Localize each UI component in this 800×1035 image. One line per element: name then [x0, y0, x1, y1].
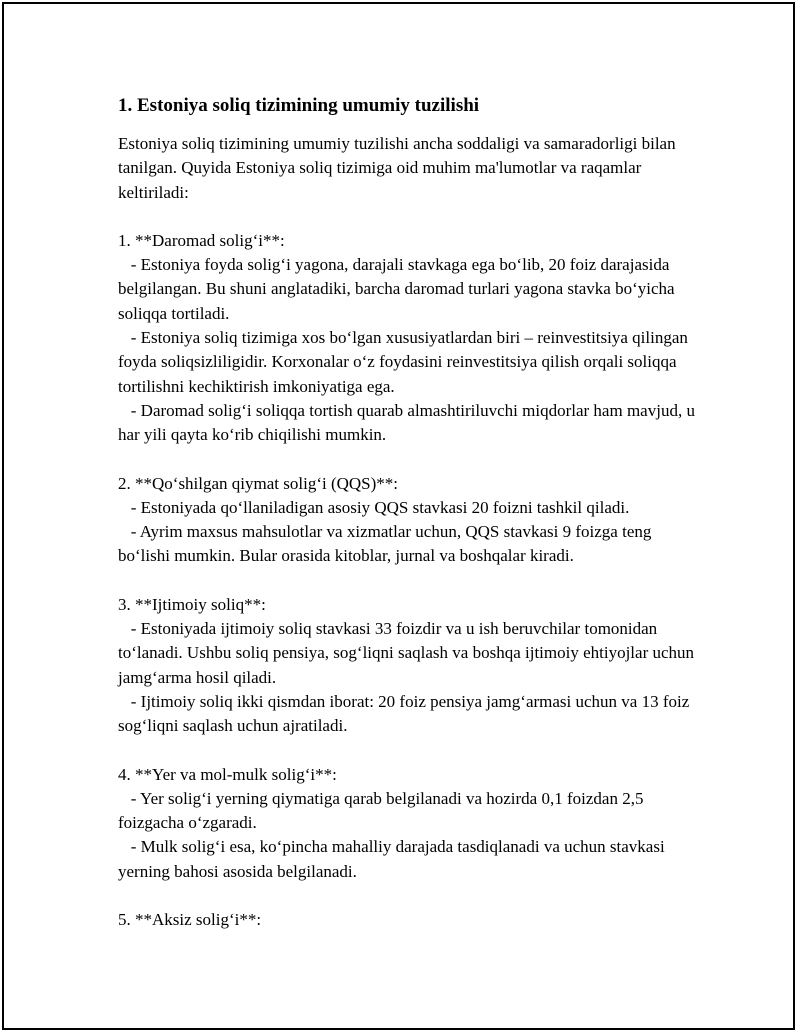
section-heading: 3. **Ijtimoiy soliq**: [118, 594, 266, 614]
section-item: - Ijtimoiy soliq ikki qismdan iborat: 20 foiz pensiya jamg‘armasi uchun va 13 foiz sog‘liqni saqlash uchun ajratiladi. [118, 691, 694, 736]
section-heading: 2. **Qo‘shilgan qiymat solig‘i (QQS)**: [118, 473, 399, 493]
section-vat [118, 472, 698, 569]
section-item: - Estoniya foyda solig‘i yagona, darajali stavkaga ega bo‘lib, 20 foiz darajasida belgilangan. Bu shuni anglatadiki, barcha daromad turlari yagona stavka bo‘yicha soliqqa tortiladi. [118, 255, 679, 323]
document-body [118, 93, 698, 932]
section-heading: 4. **Yer va mol-mulk solig‘i**: [118, 764, 337, 784]
section-item: - Daromad solig‘i soliqqa tortish quarab almashtiriluvchi miqdorlar ham mavjud, u har yili qayta ko‘rib chiqilishi mumkin. [118, 400, 700, 445]
section-item: - Mulk solig‘i esa, ko‘pincha mahalliy darajada tasdiqlanadi va uchun stavkasi yerning bahosi asosida belgilanadi. [118, 837, 669, 881]
section-heading: 1. **Daromad solig‘i**: [118, 230, 285, 250]
section-item: - Yer solig‘i yerning qiymatiga qarab belgilanadi va hozirda 0,1 foizdan 2,5 foizgacha o‘zgaradi. [118, 788, 648, 833]
section-income-tax [118, 229, 698, 448]
section-item: - Estoniyada ijtimoiy soliq stavkasi 33 foizdir va u ish beruvchilar tomonidan to‘lanadi. Ushbu soliq pensiya, sog‘liqni saqlash va boshqa ijtimoiy ehtiyojlar uchun jamg‘arma hosil qiladi. [118, 619, 699, 687]
section-item: - Estoniyada qo‘llaniladigan asosiy QQS stavkasi 20 foizni tashkil qiladi. [118, 497, 630, 517]
document-title: 1. Estoniya soliq tizimining umumiy tuzilishi [118, 95, 480, 116]
section-social-tax [118, 593, 698, 739]
section-item: - Ayrim maxsus mahsulotlar va xizmatlar uchun, QQS stavkasi 9 foizga teng bo‘lishi mumkin. Bular orasida kitoblar, jurnal va boshqalar kiradi. [118, 522, 656, 566]
section-item: - Estoniya soliq tizimiga xos bo‘lgan xususiyatlardan biri – reinvestitsiya qilingan foyda soliqsizliligidir. Korxonalar o‘z foydasini reinvestitsiya qilish orqali soliqqa tortilishni kechiktirish imkoniyatiga ega. [118, 328, 693, 396]
section-excise-tax [118, 908, 698, 932]
section-heading: 5. **Aksiz solig‘i**: [118, 910, 262, 930]
section-land-property-tax [118, 763, 698, 884]
intro-paragraph: Estoniya soliq tizimining umumiy tuzilishi ancha soddaligi va samaradorligi bilan tanilgan. Quyida Estoniya soliq tizimiga oid muhim ma'lumotlar va raqamlar keltiriladi: [118, 134, 680, 202]
